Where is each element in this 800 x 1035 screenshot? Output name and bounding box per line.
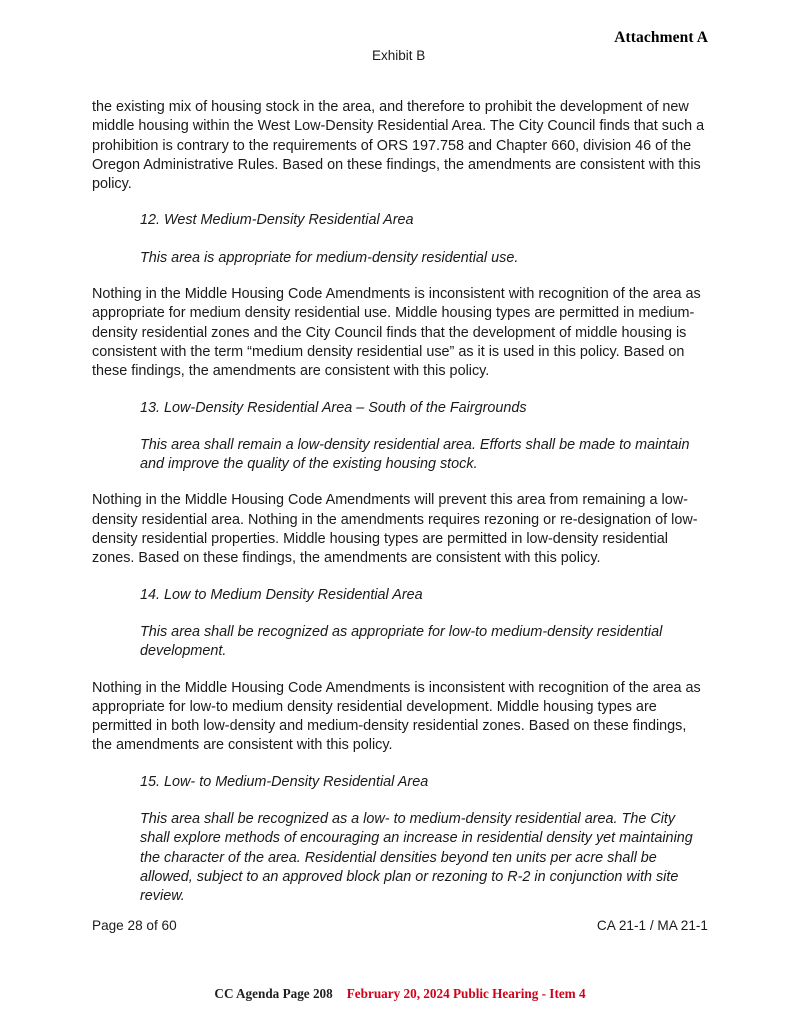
- footer-case-number: CA 21-1 / MA 21-1: [596, 918, 708, 933]
- document-body: [92, 98, 708, 924]
- paragraph-12: Nothing in the Middle Housing Code Amendments is inconsistent with recognition of the area as appropriate for medium density residential use. Middle housing types are permitted in medium-density residential zones and the City Council finds that the development of middle housing is consistent with the term “medium density residential use” as it is used in this policy. Based on these findings, the amendments are consistent with this policy.: [92, 286, 701, 380]
- paragraph-14: Nothing in the Middle Housing Code Amendments is inconsistent with recognition of the area as appropriate for low-to medium density residential development. Middle housing types are permitted in both low-density and medium-density residential zones. Based on these findings, the amendments are consistent with this policy.: [92, 679, 701, 754]
- policy-quote-14: This area shall be recognized as appropriate for low-to medium-density residential development.: [140, 623, 663, 660]
- agenda-stamp: [0, 986, 800, 1002]
- paragraph-13: Nothing in the Middle Housing Code Amendments will prevent this area from remaining a low-density residential area. Nothing in the amendments requires rezoning or re-designation of low-density residential properties. Middle housing types are permitted in low-density residential zones. Based on these findings, the amendments are consistent with this policy.: [92, 492, 698, 567]
- section-heading-15: 15. Low- to Medium-Density Residential Area: [140, 773, 429, 790]
- policy-quote-12: This area is appropriate for medium-density residential use.: [140, 249, 519, 266]
- agenda-page-label: CC Agenda Page 208: [214, 986, 333, 1001]
- exhibit-label: Exhibit B: [372, 48, 426, 63]
- policy-quote-13: This area shall remain a low-density residential area. Efforts shall be made to maintain and improve the quality of the existing housing stock.: [140, 436, 690, 473]
- attachment-label: Attachment A: [614, 29, 708, 46]
- section-heading-14: 14. Low to Medium Density Residential Area: [140, 586, 423, 603]
- section-heading-13: 13. Low-Density Residential Area – South of the Fairgrounds: [140, 399, 527, 416]
- policy-quote-15: This area shall be recognized as a low- to medium-density residential area. The City shall explore methods of encouraging an increase in residential density yet maintaining the character of the area. Residential densities beyond ten units per acre shall be allowed, subject to an approved block plan or rezoning to R-2 in conjunction with site review.: [140, 811, 693, 905]
- footer-page-number: Page 28 of 60: [92, 918, 177, 933]
- section-heading-12: 12. West Medium-Density Residential Area: [140, 212, 414, 229]
- agenda-hearing-label: February 20, 2024 Public Hearing - Item 4: [346, 986, 586, 1001]
- paragraph-continuation: the existing mix of housing stock in the area, and therefore to prohibit the development of new middle housing within the West Low-Density Residential Area. The City Council finds that such a prohibition is contrary to the requirements of ORS 197.758 and Chapter 660, division 46 of the Oregon Administrative Rules. Based on these findings, the amendments are consistent with this policy.: [92, 99, 705, 193]
